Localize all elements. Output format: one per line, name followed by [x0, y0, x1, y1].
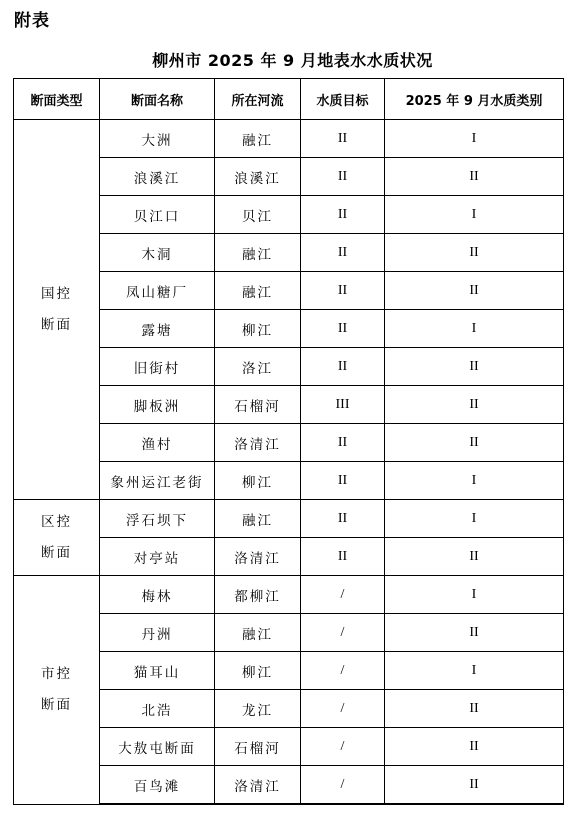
target-cell: II	[301, 234, 385, 272]
category-cell: I	[385, 652, 564, 690]
river-cell: 洛清江	[215, 538, 301, 576]
river-cell: 贝江	[215, 196, 301, 234]
section-name-cell: 贝江口	[100, 196, 215, 234]
category-cell: I	[385, 500, 564, 538]
section-name-cell: 浪溪江	[100, 158, 215, 196]
section-name-cell: 木洞	[100, 234, 215, 272]
section-type-label: 国控	[41, 285, 72, 302]
section-name-cell: 旧街村	[100, 348, 215, 386]
category-cell: II	[385, 766, 564, 805]
river-cell: 融江	[215, 234, 301, 272]
target-cell: II	[301, 272, 385, 310]
water-quality-table	[13, 78, 564, 805]
category-cell: II	[385, 728, 564, 766]
river-cell: 柳江	[215, 652, 301, 690]
river-cell: 石榴河	[215, 728, 301, 766]
target-cell: /	[301, 728, 385, 766]
table-row	[14, 500, 564, 538]
category-cell: II	[385, 690, 564, 728]
section-type-cell	[14, 576, 100, 805]
page-title: 柳州市 2025 年 9 月地表水水质状况	[152, 51, 433, 70]
river-cell: 龙江	[215, 690, 301, 728]
appendix-label: 附表	[14, 11, 50, 31]
category-cell: II	[385, 348, 564, 386]
target-cell: II	[301, 120, 385, 158]
river-cell: 洛清江	[215, 424, 301, 462]
target-cell: /	[301, 766, 385, 805]
table-row	[14, 120, 564, 158]
section-name-cell: 露塘	[100, 310, 215, 348]
river-cell: 融江	[215, 272, 301, 310]
section-name-cell: 猫耳山	[100, 652, 215, 690]
river-cell: 浪溪江	[215, 158, 301, 196]
category-cell: I	[385, 576, 564, 614]
river-cell: 融江	[215, 120, 301, 158]
category-cell: II	[385, 614, 564, 652]
category-cell: I	[385, 196, 564, 234]
table-header-row	[14, 79, 564, 120]
river-cell: 融江	[215, 614, 301, 652]
category-cell: II	[385, 158, 564, 196]
section-name-cell: 浮石坝下	[100, 500, 215, 538]
category-cell: II	[385, 386, 564, 424]
category-cell: II	[385, 234, 564, 272]
section-type-label: 断面	[41, 696, 72, 713]
section-name-cell: 渔村	[100, 424, 215, 462]
section-type-label: 区控	[41, 513, 72, 530]
target-cell: II	[301, 538, 385, 576]
section-name-cell: 大敖屯断面	[100, 728, 215, 766]
table-row	[14, 576, 564, 614]
category-cell: II	[385, 424, 564, 462]
target-cell: II	[301, 196, 385, 234]
target-cell: II	[301, 310, 385, 348]
section-name-cell: 对亭站	[100, 538, 215, 576]
target-cell: III	[301, 386, 385, 424]
target-cell: II	[301, 158, 385, 196]
section-name-cell: 梅林	[100, 576, 215, 614]
section-type-cell	[14, 500, 100, 576]
category-cell: I	[385, 462, 564, 500]
category-cell: II	[385, 538, 564, 576]
target-cell: II	[301, 348, 385, 386]
target-cell: /	[301, 576, 385, 614]
category-cell: II	[385, 272, 564, 310]
river-cell: 石榴河	[215, 386, 301, 424]
column-header-section-type: 断面类型	[14, 79, 100, 120]
river-cell: 都柳江	[215, 576, 301, 614]
section-name-cell: 百鸟滩	[100, 766, 215, 805]
section-name-cell: 象州运江老街	[100, 462, 215, 500]
section-type-cell	[14, 120, 100, 500]
column-header-category: 2025 年 9 月水质类别	[385, 79, 564, 120]
section-type-label: 市控	[41, 665, 72, 682]
section-name-cell: 凤山糖厂	[100, 272, 215, 310]
target-cell: II	[301, 462, 385, 500]
section-type-label: 断面	[41, 544, 72, 561]
river-cell: 洛清江	[215, 766, 301, 805]
river-cell: 柳江	[215, 462, 301, 500]
table-body	[14, 120, 564, 805]
target-cell: /	[301, 652, 385, 690]
river-cell: 融江	[215, 500, 301, 538]
category-cell: I	[385, 310, 564, 348]
column-header-target: 水质目标	[301, 79, 385, 120]
river-cell: 柳江	[215, 310, 301, 348]
target-cell: /	[301, 614, 385, 652]
column-header-section-name: 断面名称	[100, 79, 215, 120]
section-type-label: 断面	[41, 316, 72, 333]
target-cell: II	[301, 500, 385, 538]
river-cell: 洛江	[215, 348, 301, 386]
section-name-cell: 脚板洲	[100, 386, 215, 424]
section-name-cell: 北浩	[100, 690, 215, 728]
target-cell: II	[301, 424, 385, 462]
section-name-cell: 大洲	[100, 120, 215, 158]
column-header-river: 所在河流	[215, 79, 301, 120]
category-cell: I	[385, 120, 564, 158]
section-name-cell: 丹洲	[100, 614, 215, 652]
target-cell: /	[301, 690, 385, 728]
